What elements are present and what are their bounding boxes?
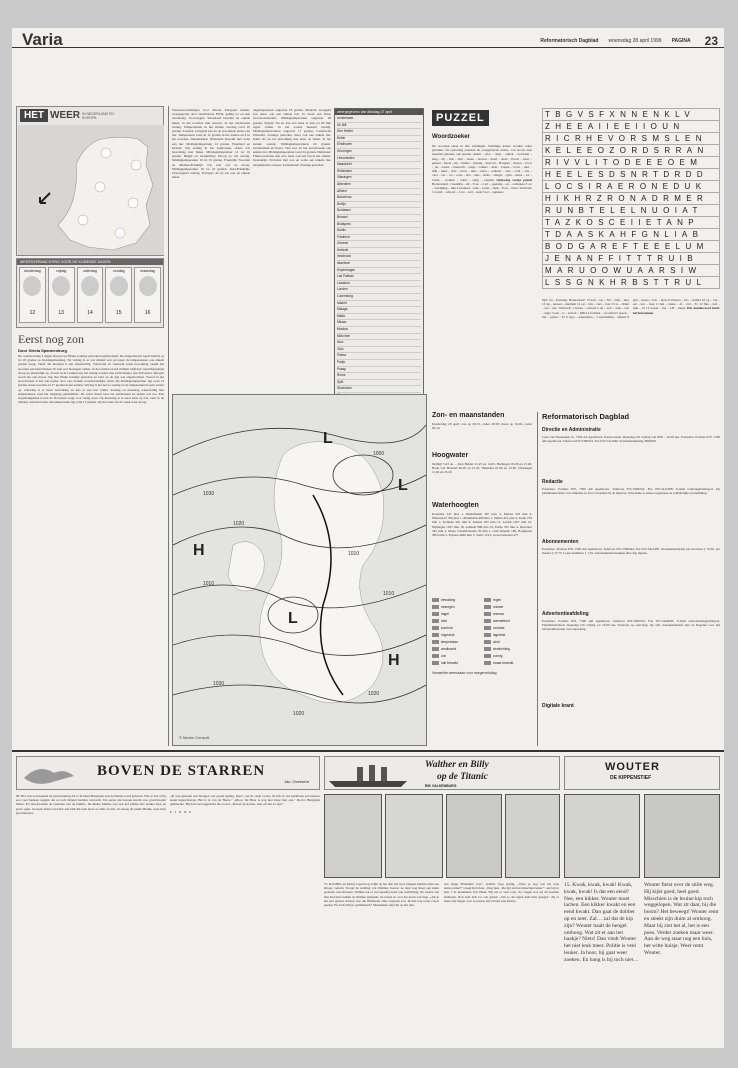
forecast-day bbox=[48, 267, 75, 323]
wouter-panel-2 bbox=[644, 794, 720, 878]
puzzle-grid-line: ZHEEAIIEEIIOUN bbox=[543, 121, 720, 133]
city-name: Moskou bbox=[337, 327, 349, 331]
city-row bbox=[337, 123, 421, 130]
city-row bbox=[337, 156, 421, 163]
walther-title-b: op de Titanic bbox=[437, 772, 488, 782]
puzzle-grid-line: LOCSIRAERONEDUK bbox=[543, 181, 720, 193]
isobar-label-1: 1020 bbox=[233, 521, 245, 527]
isobar-label-2: 1010 bbox=[203, 581, 215, 587]
city-row bbox=[337, 307, 421, 314]
weather-icon bbox=[110, 276, 128, 296]
city-name: Maastricht bbox=[337, 162, 352, 167]
page-label: PAGINA bbox=[671, 38, 691, 44]
legend-symbol-icon bbox=[484, 612, 491, 616]
legend-label: temperatuur bbox=[441, 640, 459, 644]
city-name: Budapest bbox=[337, 221, 351, 226]
colophon-abonnementen: Abonnementen bbox=[542, 539, 579, 545]
europe-forecast-col1: Weersverwachtingen voor diverse Europese landen, weergegeven door Weerbureau EWO, geldig tot en met donderdag. Noorwegen: Wisselend bewolkt en enkele buien, in het noorden met sneeuw. In het zuidwesten zonnig. Temperaturen in het zuiden overdag rond 10 graden. Zweden: Geregeld zon en op een enkele plaats een bui. Temperatuur rond de 12 graden in het zuiden en 8 in het noorden. Denemarken: Wisselend bewolkt met soms een bui. Middagtemperatuur 14 graden. Engeland en Ierland: Vrij zonnig in het zuidoosten, elders wat bewolking met buien. Middagtemperatuur 14 tot 16 graden. België en Luxemburg: Droog en vrij zonnig. Middagtemperatuur 16 tot 19 graden. Frankrijk: Noorden en Midden-Frankrijk vrij veel zon en droog. Middagtemperatuur 18 tot 23 graden. Zuid-Frankrijk: Overwegend zonnig. Portugal: Af en toe zon en enkele buien. bbox=[172, 108, 250, 180]
legend-label: occlusie bbox=[493, 626, 505, 630]
puzzle-grid-line: RIVVLITODEEEOEM bbox=[543, 157, 720, 169]
puzzle-grid-line: LSSGNKHRBSTTRUL bbox=[543, 277, 720, 289]
isobar-label-8: 1020 bbox=[368, 691, 380, 697]
weather-icon bbox=[139, 276, 157, 296]
legend-item bbox=[484, 598, 532, 602]
city-row bbox=[337, 301, 421, 308]
wouter-text-lead-2: Wouter fietst over de stille weg. bbox=[644, 882, 715, 888]
forecast-day-name: zaterdag bbox=[83, 269, 97, 273]
legend-symbol-icon bbox=[432, 598, 439, 602]
walther-panel-3 bbox=[446, 794, 502, 878]
legend-caption: Verwachte weerskaart voor morgenmiddag bbox=[432, 671, 497, 675]
city-name: Rome bbox=[337, 373, 346, 378]
city-name: Las Palmas bbox=[337, 274, 354, 279]
forecast-day bbox=[19, 267, 46, 323]
city-row bbox=[337, 380, 421, 387]
city-row bbox=[337, 182, 421, 189]
legend-symbol-icon bbox=[432, 626, 439, 630]
city-row bbox=[337, 274, 421, 281]
weather-article-body: De overdrevende 2 dagen hoeven we flinke zonnige perioden tegemoetzien. De temperaturen lopen hierbij op tot 18 graden op Koningsmaandag. Na vrijdag is er wat minder zon en lopen de temperaturen ook enkele graden terug. Vanaf dat moment is het wisselvallig. Vanavond en vannacht komt bewolking vanuit het noorden een band binnen. Er kan wat motregen vallen. In het zuiden en het midden blijft het vanzelfsprekend droog en plaatselijk op. Vooral in het zuiden kan het mistig worden met zicht minder dan 200 meter. Morgen wordt het een mooie dag met flinke zonnige perioden en later op de dag wat stapelwolken. Vooral in het noordoosten is het wat koeler door een zwakke noordwestelijke wind. De middagtemperatuur ligt rond 13 graden in het noorden en 17 graden in het zuiden. Vrijdag is het net zo zonnig en de temperaturen lopen verder op. Zaterdag is er meer bewolking en kan er een bui vallen. Zondag en maandag wisselvallig met temperaturen rond het langjarig gemiddelde. De wind draait naar het zuidwesten en neemt wat toe. Een hogedrukgebied boven de Noordzee zorgt voor rustig weer. Op maandag is er eerst kans op zon, later in de middag ontstaan buien. De temperatuur ligt rond 15 graden. Op het eind van de week weer droog. bbox=[18, 354, 164, 405]
weather-title-sub: IN NEDERLAND EN EUROPA bbox=[82, 111, 114, 120]
legend-label: mist bbox=[441, 619, 447, 623]
legend-label: zwaar bewolkt bbox=[493, 661, 514, 665]
pressure-label-h2: H bbox=[388, 652, 400, 669]
wouter-text-col2: Wouter fietst over de stille weg. Hij kijkt goed, heel goed. Misschien is de bruine kip toch weggelopen. Wat zit daar, bij die boom? Het beweegt! Wouter remt en steekt zijn duim al omhoog. Maar hij ziet het al, het is een poes. Verder zoeken maar weer. Aan de weg staat nog een huis, het witte huisje. Weer remt Wouter. bbox=[644, 882, 719, 956]
colophon-title: Reformatorisch Dagblad bbox=[542, 412, 630, 421]
legend-symbol-icon bbox=[432, 619, 439, 623]
city-row bbox=[337, 222, 421, 229]
city-row bbox=[337, 175, 421, 182]
wouter-panel-1 bbox=[564, 794, 640, 878]
city-row bbox=[337, 327, 421, 334]
city-row bbox=[337, 215, 421, 222]
city-row bbox=[337, 116, 421, 123]
legend-item bbox=[484, 619, 532, 623]
walther-panel-2 bbox=[385, 794, 443, 878]
legend-label: wind bbox=[493, 640, 500, 644]
puzzle-grid-row bbox=[543, 253, 720, 265]
puzzle-grid-line: HEELESDSNRTDRDD bbox=[543, 169, 720, 181]
city-name: Madrid bbox=[337, 300, 347, 305]
weather-icon bbox=[81, 276, 99, 296]
legend-symbol-icon bbox=[484, 661, 491, 665]
isobar-label-6: 1010 bbox=[348, 551, 360, 557]
legend-symbol-icon bbox=[432, 640, 439, 644]
puzzle-subtitle: Woordzoeker bbox=[432, 134, 470, 140]
puzzle-grid-line: RICRHEVORSMSLEN bbox=[543, 133, 720, 145]
city-row bbox=[337, 136, 421, 143]
legend-label: zon bbox=[441, 654, 447, 658]
pressure-label-l1: L bbox=[323, 430, 333, 447]
city-name: Lissabon bbox=[337, 280, 350, 285]
legend-item bbox=[484, 626, 532, 630]
colophon-abonnementen-body: Postadres: Postbus 670, 7300 AR Apeldoorn. Telefoon 055-5390444, Fax 055-5412487. Abonnementsprijs per kwartaal ƒ 79,50, per maand ƒ 27,75. Losse nummers ƒ 1,25. Abonnementen kunnen elke dag ingaan. bbox=[542, 547, 720, 556]
city-name: Berlijn bbox=[337, 201, 346, 206]
city-row bbox=[337, 149, 421, 156]
city-name: Vlissingen bbox=[337, 175, 352, 180]
city-row bbox=[337, 202, 421, 209]
stars-banner bbox=[16, 756, 320, 790]
legend-symbol-icon bbox=[484, 633, 491, 637]
city-row bbox=[337, 169, 421, 176]
wordsearch-grid bbox=[542, 108, 720, 294]
colophon-directie-body: Laan van Westenenk 12, 7336 AZ Apeldoorn. Kantooruren: maandag t/m vrijdag van 8.00 – 16.30 uur. Postadres: Postbus 670, 7300 AR Apeldoorn. Telefoon 055-5390222, Fax 055-5411040. Postbankrekening 2060290. bbox=[542, 435, 720, 444]
puzzle-grid-row bbox=[543, 193, 720, 205]
legend-label: bewolking bbox=[441, 598, 456, 602]
puzzle-grid-row bbox=[543, 145, 720, 157]
legend-label: windrichting bbox=[493, 647, 510, 651]
weather-icon bbox=[23, 276, 41, 296]
city-row bbox=[337, 162, 421, 169]
city-name: Rotterdam bbox=[337, 168, 352, 173]
legend-symbol-icon bbox=[432, 647, 439, 651]
city-temperature-table bbox=[334, 108, 424, 413]
weather-icon bbox=[52, 276, 70, 296]
puzzle-title: PUZZEL bbox=[432, 110, 489, 126]
forecast-day-name: maandag bbox=[140, 269, 155, 273]
colophon-redactie: Redactie bbox=[542, 479, 563, 485]
legend-item bbox=[484, 654, 532, 658]
city-name: Parijs bbox=[337, 359, 345, 364]
wouter-text-lead: 15. Kwak, kwak, kwak! Kwak, kwak, kwak! Is dat een eend? Nee, een kikker. bbox=[564, 882, 633, 902]
weather-article-title: Eerst nog zon bbox=[18, 332, 84, 346]
paper-name: Reformatorisch Dagblad bbox=[540, 38, 599, 44]
city-row bbox=[337, 241, 421, 248]
puzzle-grid-row bbox=[543, 217, 720, 229]
city-name: Den Helder bbox=[337, 129, 354, 134]
city-name: Groningen bbox=[337, 148, 352, 153]
forecast-temp: 15 bbox=[116, 310, 122, 316]
city-row bbox=[337, 314, 421, 321]
puzzle-grid-line: BODGAREFTEEELUM bbox=[543, 241, 720, 253]
puzzle-grid-line: MARUOOWUAARSIW bbox=[543, 265, 720, 277]
legend-item bbox=[432, 612, 480, 616]
city-row bbox=[337, 320, 421, 327]
city-name: Amsterdam bbox=[337, 116, 354, 120]
legend-item bbox=[432, 619, 480, 623]
sun-moon-title: Zon- en maanstanden bbox=[432, 412, 505, 419]
city-row bbox=[337, 142, 421, 149]
forecast-day bbox=[77, 267, 104, 323]
legend-label: sneeuw bbox=[493, 612, 504, 616]
city-row bbox=[337, 208, 421, 215]
legend-label: hogedruk bbox=[441, 633, 455, 637]
legend-label: lagedruk bbox=[493, 633, 506, 637]
colophon-redactie-body: Postadres: Postbus 670, 7300 AR Apeldoorn. Telefoon 055-5390222, Fax 055-5412288. E-mail redactie@refdag.nl. De publikatierechten van artikelen en foto's berusten bij de uitgever. Overname is alleen toegestaan na schriftelijke toestemming. bbox=[542, 487, 720, 496]
stars-story-col2: „Ik was gisteren een brengen van goede tijding, Rees", zei de oude vrouw. Ik heb in ons kerkboek een nieuwe naam ingeschreven. Het is al van de Heere." „Mooi. De Heer is nog niet klaar met ons." Doctor Burgstein glimlachte. Hij had veel nagedacht die avond. „Boven de starren, daar zal het zo zijn." E I N D E bbox=[170, 794, 320, 814]
puzzle-grid-row bbox=[543, 205, 720, 217]
forecast-temp: 14 bbox=[87, 310, 93, 316]
newspaper-page bbox=[12, 28, 724, 1048]
legend-label: windkracht bbox=[441, 647, 457, 651]
legend-label: warmtefront bbox=[493, 619, 510, 623]
isobar-label-5: 1020 bbox=[293, 711, 305, 717]
colophon-directie: Directie en Administratie bbox=[542, 427, 601, 433]
city-name: Brussel bbox=[337, 214, 348, 219]
legend-symbol-icon bbox=[432, 612, 439, 616]
city-row bbox=[337, 195, 421, 202]
puzzle-grid-line: KELEEOZORDSRRAN bbox=[543, 145, 720, 157]
puzzle-grid-line: TAZKOSCEIIETANP bbox=[543, 217, 720, 229]
legend-symbol-icon bbox=[484, 605, 491, 609]
legend-symbol-icon bbox=[484, 626, 491, 630]
puzzle-grid-row bbox=[543, 109, 720, 121]
forecast-day-name: zondag bbox=[113, 269, 125, 273]
city-row bbox=[337, 386, 421, 393]
legend-label: regen bbox=[493, 598, 502, 602]
weather-box bbox=[16, 106, 164, 256]
city-name: Luxemburg bbox=[337, 294, 353, 299]
city-name: Frankfurt bbox=[337, 234, 350, 239]
wouter-subtitle: DE KIPPENSTIEF bbox=[610, 775, 652, 781]
pressure-label-h1: H bbox=[193, 542, 205, 559]
section-title: Varia bbox=[22, 30, 63, 49]
walther-panel-1 bbox=[324, 794, 382, 878]
legend-item bbox=[432, 647, 480, 651]
legend-item bbox=[432, 633, 480, 637]
walther-caption-col2: een lange Hollander was", zuchtte Jaap spijtig. „Weet je nog wat hij toen antwoordde?" vraagt Rob haar. „Nog best. ‚De tijd zal het misschien leren.'", zei hij tot hen. 't Is heremelen Ton Haak. Hij zei er veel over. Ze vragen hoe zij dit konden beslissen. Rob stelt zich tot ook gerust: „Dat je dat tegen hem hebt gezegd." Zij er maar niet langer over te praten, hij wil niet met Kitzey. bbox=[444, 882, 559, 903]
wouter-banner bbox=[564, 756, 720, 790]
city-name: Eelde bbox=[337, 135, 346, 140]
legend-label: hagel bbox=[441, 612, 449, 616]
city-name: Genève bbox=[337, 241, 349, 246]
puzzle-grid-row bbox=[543, 229, 720, 241]
puzzle-grid-row bbox=[543, 181, 720, 193]
legend-item bbox=[484, 633, 532, 637]
city-row bbox=[337, 340, 421, 347]
netherlands-map bbox=[18, 125, 164, 255]
stars-story-col1: 99. Het was verrassende de jaarwisseling dat er in huize Burgstein een dochtertje werd geboren. Wat er dan al bij zou veel mensen zeggen dat ze toch minder hadden verwacht. De eerste die bezoek kwam was grootmoeder Marie. En dan kwamen de vrienden van de familie. De kleine Marike was een lief kindje met donker haar en grote ogen. Ze keek altijd rond met een blik die leek alsof ze alles al wist. Ze kreeg de naam Marike, naar haar grootmoeder. bbox=[16, 794, 166, 815]
city-name: Londen bbox=[337, 287, 348, 292]
city-row bbox=[337, 287, 421, 294]
colophon-advertenties: Advertentieafdeling bbox=[542, 611, 589, 617]
legend-item bbox=[484, 605, 532, 609]
walther-credits: RIK VALKENBURG bbox=[425, 784, 457, 788]
puzzle-grid-line: RUNBTELELNUOIAT bbox=[543, 205, 720, 217]
isobar-map bbox=[173, 395, 426, 745]
legend-symbol-icon bbox=[484, 640, 491, 644]
page-header bbox=[12, 28, 724, 48]
titanic-illustration bbox=[327, 759, 417, 789]
forecast-day-name: vrijdag bbox=[56, 269, 67, 273]
city-name: Split bbox=[337, 379, 344, 384]
city-row bbox=[337, 334, 421, 341]
sun-moon-body: Donderdag 29 april: zon op 06.15, onder 20.58; maan op 19.02, onder 06.10. bbox=[432, 422, 532, 431]
forecast-day bbox=[105, 267, 132, 323]
city-row bbox=[337, 261, 421, 268]
city-name: Kopenhagen bbox=[337, 267, 356, 272]
legend-label: onweer bbox=[493, 605, 504, 609]
isobar-label-4: 1030 bbox=[213, 681, 225, 687]
puzzle-grid-row bbox=[543, 157, 720, 169]
puzzle-grid-row bbox=[543, 121, 720, 133]
legend-label: koufront bbox=[441, 626, 453, 630]
city-name: Athene bbox=[337, 188, 348, 193]
puzzle-grid-line: TDAASKAHFGNLIAB bbox=[543, 229, 720, 241]
city-row bbox=[337, 228, 421, 235]
city-name: Praag bbox=[337, 366, 346, 371]
weather-title-b: WEER bbox=[50, 110, 80, 121]
legend-label: motregen bbox=[441, 605, 455, 609]
page-number: 23 bbox=[704, 34, 718, 48]
city-name: Oslo bbox=[337, 346, 344, 351]
weather-article-byline: Door Grieta Spannenburg bbox=[18, 348, 67, 353]
city-row bbox=[337, 254, 421, 261]
forecast-strip bbox=[16, 258, 164, 328]
waterhoogten-title: Waterhoogten bbox=[432, 502, 479, 509]
puzzle-grid-row bbox=[543, 133, 720, 145]
stars-title: BOVEN DE STARREN bbox=[97, 763, 266, 779]
city-name: Barcelona bbox=[337, 195, 352, 200]
city-row bbox=[337, 373, 421, 380]
forecast-temp: 12 bbox=[29, 310, 36, 316]
city-name: Malta bbox=[337, 313, 345, 318]
puzzle-grid-row bbox=[543, 169, 720, 181]
isobar-label-7: 1010 bbox=[383, 591, 395, 597]
city-row bbox=[337, 235, 421, 242]
puzzle-grid-row bbox=[543, 277, 720, 289]
walther-caption-lead: 73. Rob Billy en Kitzey lopen nog al lijk op het dek. bbox=[324, 882, 394, 886]
isobar-label-3: 1000 bbox=[373, 451, 385, 457]
hoogwater-body: Delfzijl 5.43 en –, Den Helder 01.25 en 14.05, Harlingen 03.06 en 15.40, Hoek van Holland 00.28 en 12.45, IJmuiden 01.06 en 13.30, Vlissingen 11.04 en 23.20. bbox=[432, 462, 532, 475]
europe-weather-map bbox=[172, 394, 427, 746]
table-header: weergegevens van dinsdag 27 april bbox=[335, 109, 423, 115]
city-name: Aberdeen bbox=[337, 181, 351, 186]
walther-banner bbox=[324, 756, 560, 790]
legend-item bbox=[484, 647, 532, 651]
city-name: Palma bbox=[337, 353, 347, 358]
walther-panel-4 bbox=[505, 794, 560, 878]
city-row bbox=[337, 248, 421, 255]
map-credit: © Meteo Consult bbox=[179, 735, 209, 740]
issue-date: woensdag 28 april 1999 bbox=[608, 38, 662, 44]
legend-item bbox=[432, 654, 480, 658]
legend-symbol-icon bbox=[484, 654, 491, 658]
city-name: München bbox=[337, 333, 351, 338]
bird-illustration bbox=[19, 758, 79, 790]
legend-symbol-icon bbox=[484, 598, 491, 602]
legend-symbol-icon bbox=[484, 619, 491, 623]
legend-item bbox=[484, 612, 532, 616]
city-name: Dublin bbox=[337, 228, 347, 233]
legend-item bbox=[432, 661, 480, 665]
colophon-advertenties-body: Postadres: Postbus 670, 7300 AR Apeldoorn. Telefoon 055-5390333, Fax 055-5424083. E-mail advertenties@refdag.nl. Familieberichten: maandag t/m vrijdag tot 16.00 uur. Tarieven op aanvraag. Op alle overeenkomsten zijn de Regelen voor het advertentiewezen van toepassing. bbox=[542, 619, 720, 632]
puzzle-grid-line: HIKHRZRONADRMER bbox=[543, 193, 720, 205]
wouter-title: WOUTER bbox=[605, 761, 660, 773]
header-meta bbox=[540, 34, 718, 48]
legend-label: zonnig bbox=[493, 654, 503, 658]
forecast-header: WEERSVERWACHTING VOOR DE KOMENDE DAGEN bbox=[17, 259, 163, 265]
city-name: Innsbruck bbox=[337, 254, 351, 259]
city-row bbox=[337, 367, 421, 374]
city-name: Nice bbox=[337, 340, 344, 345]
forecast-temp: 13 bbox=[58, 310, 64, 316]
walther-caption-col1: 73. Rob Billy en Kitzey lopen nog al lijk op het dek. De twee jongens hebben alles aan Kitzey verteld. Vooral de redding van Walther, hoever ze daar nog maar een klein gedeelte van afwisten. Walther zat er wel spoedig naast van verlichting. De oudste van hun had deze indruk op Walther gemaakt. Ze waren zo over het leven van Jaap. „Als je het had gezien, Kitzey, hoe die Hollander alles vergeten zou. Ik heb nog nooit zoiets gezien. En toch blijf je optimistisch" Meermaals stapt hij op het dek. bbox=[324, 882, 439, 908]
legend-symbol-icon bbox=[484, 647, 491, 651]
city-name: De Bilt bbox=[337, 122, 347, 127]
colophon bbox=[542, 412, 720, 746]
colophon-internet: Digitale krant bbox=[542, 703, 574, 709]
legend-item bbox=[432, 598, 480, 602]
legend-item bbox=[484, 640, 532, 644]
city-name: Istanboel bbox=[337, 261, 350, 266]
puzzle-solution-text: Opl: rol – Kerning. Horizontaal: 13 nok – tas – N3 – arak – mes 13 dg – katoen – medium 14 ost – tmt – vers – fout 15 re – Odiet – ton – nec. Verticaal: 1 bonus – schroef 2 rei – zeil – arak – test – leger 3 ene – li – aanval – KBO 4 formaat – voorland 5 speck – lier – polsar – Ec 6 lege – sokeloufen – 7 aanvluiting – smeets 8 gen – maan – lets – niets 9 erbaren – kro – humid 10 eg – lok – eel – kor – faxe 11 luit – Oeste – af – vod – Ec 12 fiks – turf – luik – tit 13 totaan – me – LB – meus. Het sleutelwoord luidt: herfstmolenen. bbox=[542, 298, 720, 319]
city-name: Eindhoven bbox=[337, 142, 353, 147]
city-name: Bordeaux bbox=[337, 208, 351, 213]
city-name: Malaga bbox=[337, 307, 348, 312]
city-row bbox=[337, 129, 421, 136]
city-row bbox=[337, 268, 421, 275]
walther-title-a: Walther en Billy bbox=[425, 760, 489, 770]
legend-symbol-icon bbox=[432, 654, 439, 658]
stars-author: Jac. Overeem bbox=[284, 779, 309, 784]
legend-symbol-icon bbox=[432, 605, 439, 609]
isobar-label-0: 1030 bbox=[203, 491, 215, 497]
puzzle-grid-line: JENANFFITTTRUIB bbox=[543, 253, 720, 265]
stars-end: E I N D E bbox=[170, 809, 193, 814]
city-name: Helsinki bbox=[337, 247, 349, 252]
city-name: Leeuwarden bbox=[337, 155, 355, 160]
city-row bbox=[337, 360, 421, 367]
city-row bbox=[337, 294, 421, 301]
city-row bbox=[337, 353, 421, 360]
legend-symbol-icon bbox=[432, 633, 439, 637]
legend-symbol-icon bbox=[432, 661, 439, 665]
forecast-temp: 16 bbox=[144, 310, 151, 316]
waterhoogten-body: Konstanz 345 plus 1, Rheinfelden 367 plus 3, Maxau 510 min 4, Plittersdorf 766 plus 1, Mannheim 480 min 1, Mainz 410 plus 2, Kaub 253 min 1, Koblenz 291 min 6, Keulen 395 min 12, Lobith 1207 min 16, Nijmegen 1037 min 18, Arnhem 988 min 19, Eefde 355 min 4, Deventer 342 min 3. Maas: Chaudfontaine 50 min 1, Luik Monsin 180, Borgharen 3952 min 5, Eijsden 4640 min 5, Venlo 1193, Grave beneden 477. bbox=[432, 512, 532, 538]
city-row bbox=[337, 281, 421, 288]
puzzle-grid-row bbox=[543, 241, 720, 253]
forecast-day bbox=[134, 267, 161, 323]
legend-item bbox=[484, 661, 532, 665]
city-row bbox=[337, 189, 421, 196]
puzzle-grid-line: TBGVSFXNNENKLV bbox=[543, 109, 720, 121]
puzzle-instructions: De woorden staan in alle richtingen. Sommige letters worden vaker gebruikt. Na oplossing ontstaan de overgebleven letters, van boven naar beneden gelezen, een spreuk. Adem – afoo – anijs – antiek – bevriden – berg – bij – bok – bult – bezin – dorsen – draaf – dand – Ewert – feest – geheel – hevel – hij – hinder – honing – huwvol – Hongaar – huisar – ivoor – jas – kaars – kleurtuft – langs – lekker – kent – lossen – lover – mol – mik – mest – mol – mors – mus – nerts – ochtend – oele – ocht – olie – over – ras – rot – rotte – slot – sme – slaan – slinger – spin – tenen – tot – vrede – wolken – wind – zang – zenden. Oplossing vorige puzzel Horizontaal: 1 boeklijn – uil – 8 sw – 2 art – opening – sw – onbreken 3 orr – verrijking – tuin 4 eenheid – zaak – water – buik – 8 en – rivier. Verticaal: 1 bostel – schroef – 2 rei – zeil – arak 3 eel – opnieuw. bbox=[432, 144, 532, 195]
europe-forecast-col2: dagtemperatuur ongeveer 18 graden. Madeira: Geregeld zon maar ook een enkele bui. Er waait een frisse noordoostenwind. Middagtemperatuur ongeveer 26 graden. Spanje: Nu en dan zon maar er kan tot 60 mm regen vallen. In het oosten meestal zonnig. Middagtemperaturen ongeveer 17 graden. Canarische Eilanden: Zonnige perioden, maar ook een enkele bui. Italië: Af en toe bewolking met kans op buien. In het zuiden zonnig. Middagtemperaturen 22 graden. Griekenland en Kreta: Veel zon. In het noordoosten een enkele bui. Middagtemperatuur rond 24 graden. Duitsland: Flinke perioden met zon, maar ook een bui in het zuiden. Oostenrijk: Perioden met zon en soms een enkele bui, mogelijk met onweer. Zwitserland: Zonnige perioden. bbox=[253, 108, 331, 167]
weather-legend bbox=[432, 598, 532, 746]
legend-item bbox=[432, 626, 480, 630]
legend-label: half bewolkt bbox=[441, 661, 458, 665]
legend-item bbox=[432, 605, 480, 609]
legend-item bbox=[432, 640, 480, 644]
city-name: Milaan bbox=[337, 320, 347, 325]
hoogwater-title: Hoogwater bbox=[432, 452, 469, 459]
city-row bbox=[337, 347, 421, 354]
forecast-day-name: donderdag bbox=[24, 269, 41, 273]
puzzle-grid-row bbox=[543, 265, 720, 277]
city-name: Stockholm bbox=[337, 386, 352, 391]
pressure-label-l3: L bbox=[288, 610, 298, 627]
weather-title-a: HET bbox=[20, 109, 48, 122]
pressure-label-l2: L bbox=[398, 477, 408, 494]
wouter-text-col1: 15. Kwak, kwak, kwak! Kwak, kwak, kwak! Is dat een eend? Nee, een kikker. Wouter moet lachen. Een kikker kwakt en een eend kwakt. Dan gaat de dobber op en neer. Zal… zal dat de kip zijn? Wouter haalt de hengel omhoog. Wat zit er aan het haakje? Niets! Dan vindt Wouter het niet leuk meer. Politie is veel leuker. Ja hoor, hij gaat weer zoeken. En bang is hij toch niet… bbox=[564, 882, 639, 963]
